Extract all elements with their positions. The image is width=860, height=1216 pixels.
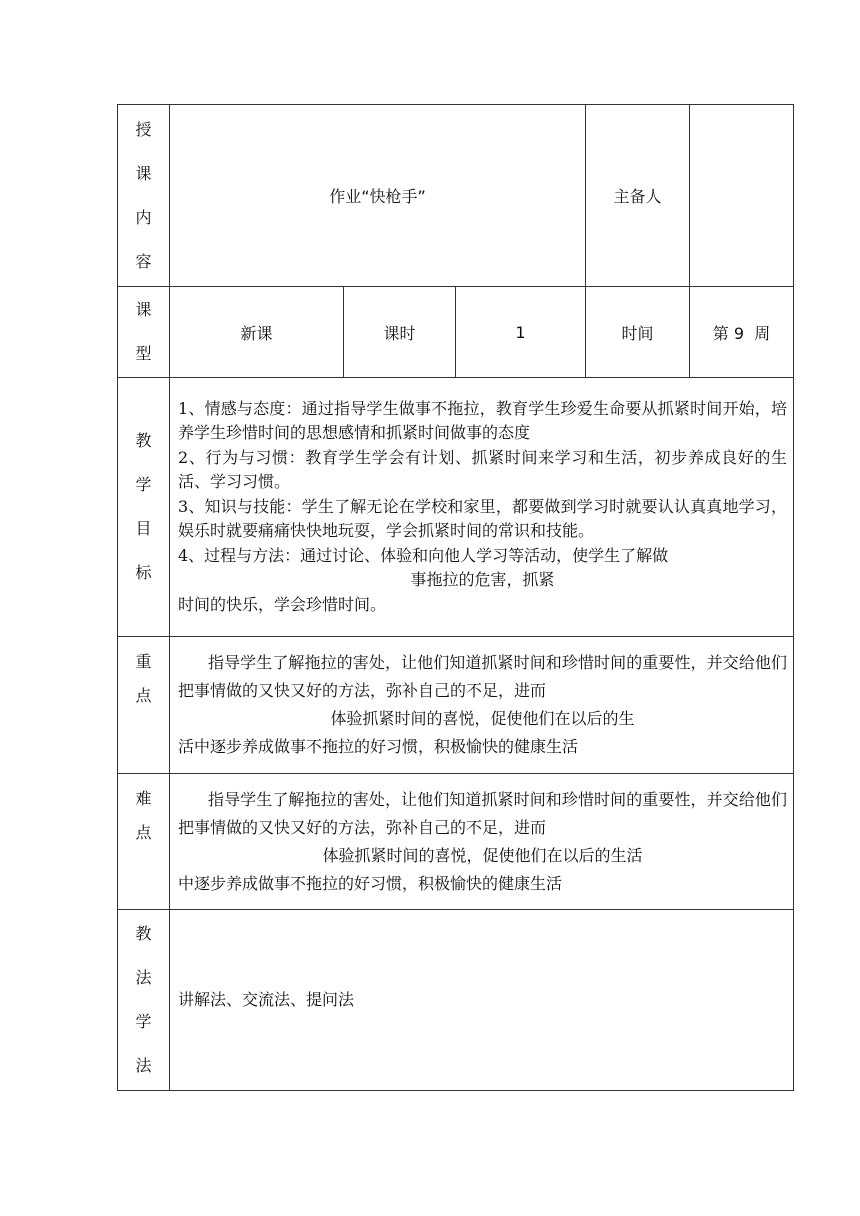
header-row: [118, 105, 794, 287]
objectives-row: [118, 378, 794, 637]
key-points-paragraph: 指导学生了解拖拉的害处，让他们知道抓紧时间和珍惜时间的重要性，并交给他们把事情做的又快又好的方法，弥补自己的不足，进而: [178, 653, 787, 700]
difficulties-paragraph: 指导学生了解拖拉的害处，让他们知道抓紧时间和珍惜时间的重要性，并交给他们把事情做的又快又好的方法，弥补自己的不足，进而: [178, 789, 787, 837]
time-value: 第 9 周: [690, 287, 794, 378]
objectives-content: [170, 378, 794, 637]
objective-last-line: 时间的快乐，学会珍惜时间。: [178, 594, 387, 614]
key-points-row: [118, 637, 794, 774]
objective-item: 1、情感与态度：通过指导学生做事不拖拉，教育学生珍爱生命要从抓紧时间开始，培养学生珍惜时间的思想感情和抓紧时间做事的态度: [178, 398, 787, 443]
difficulties-last-line: 中逐步养成做事不拖拉的好习惯，积极愉快的健康生活: [178, 873, 563, 893]
difficulties-content: [170, 774, 794, 910]
hours-label: 课时: [344, 287, 456, 378]
methods-value: 讲解法、交流法、提问法: [170, 910, 794, 1091]
objective-centered-line: 事拖拉的危害，抓紧: [410, 570, 555, 590]
key-points-label: 重 点: [118, 637, 170, 774]
lesson-type-value: 新课: [170, 287, 344, 378]
lesson-title: 作业“快枪手”: [170, 105, 586, 287]
key-points-centered-line: 体验抓紧时间的喜悦，促使他们在以后的生: [330, 709, 635, 728]
lesson-plan-table: [117, 104, 794, 1091]
objectives-label: 教 学 目 标: [118, 378, 170, 637]
lesson-content-label: 授 课 内 容: [118, 105, 170, 287]
methods-row: [118, 910, 794, 1091]
preparer-label: 主备人: [586, 105, 690, 287]
difficulties-row: [118, 774, 794, 910]
key-points-content: [170, 637, 794, 774]
objective-item: 4、过程与方法：通过讨论、体验和向他人学习等活动，使学生了解做: [178, 545, 669, 565]
time-label: 时间: [586, 287, 690, 378]
hours-value: 1: [456, 287, 586, 378]
type-row: [118, 287, 794, 378]
objective-item: 2、行为与习惯：教育学生学会有计划、抓紧时间来学习和生活，初步养成良好的生活、学习习惯。: [178, 447, 787, 492]
difficulties-label: 难 点: [118, 774, 170, 910]
preparer-value: [690, 105, 794, 287]
difficulties-centered-line: 体验抓紧时间的喜悦，促使他们在以后的生活: [322, 845, 643, 865]
lesson-type-label: 课 型: [118, 287, 170, 378]
key-points-last-line: 活中逐步养成做事不拖拉的好习惯，积极愉快的健康生活: [178, 737, 579, 756]
methods-label: 教 法 学 法: [118, 910, 170, 1091]
objective-item: 3、知识与技能：学生了解无论在学校和家里，都要做到学习时就要认认真真地学习，娱乐时就要痛痛快快地玩耍，学会抓紧时间的常识和技能。: [178, 496, 787, 541]
